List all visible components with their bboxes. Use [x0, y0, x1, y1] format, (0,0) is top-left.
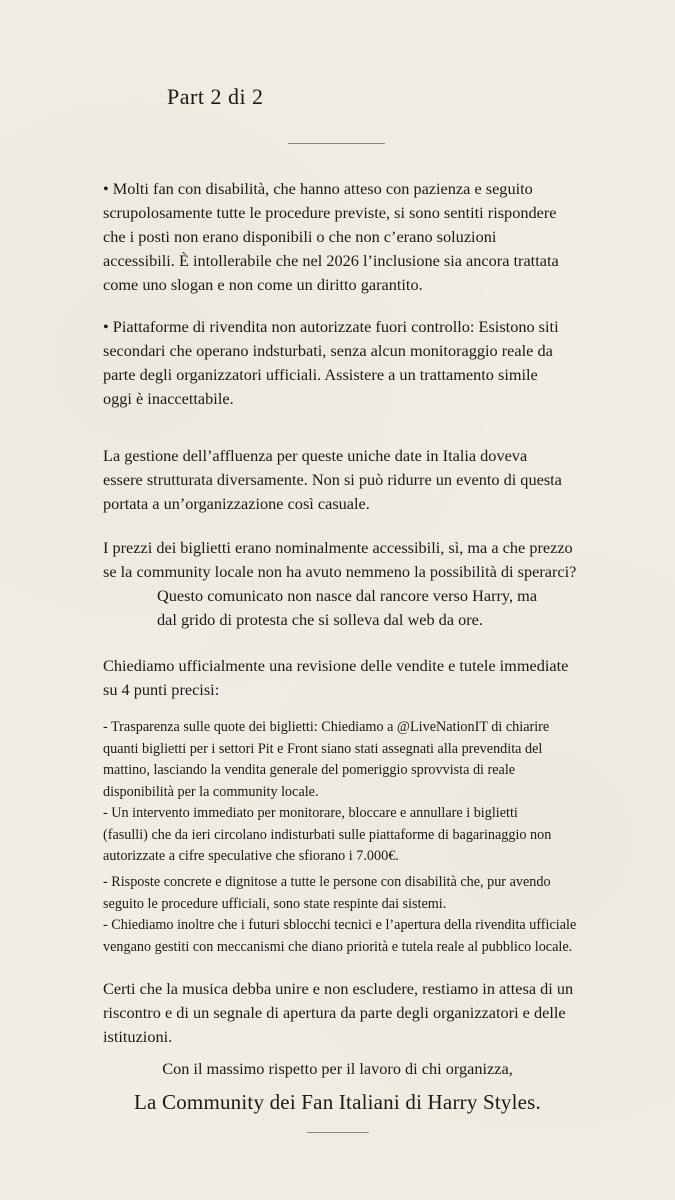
list-item: - Chiediamo inoltre che i futuri sblocchi tecnici e l’apertura della rivendita ufficiale — [103, 917, 577, 933]
text-line: Questo comunicato non nasce dal rancore verso Harry, ma — [157, 586, 538, 605]
bullet-disabilities — [103, 177, 573, 297]
paragraph-prices — [103, 536, 577, 632]
list-item: seguito le procedure ufficiali, sono state respinte dai sistemi. — [103, 895, 447, 912]
part-label: Part 2 di 2 — [167, 84, 264, 109]
top-divider — [288, 143, 385, 144]
text-line: Chiediamo ufficialmente una revisione delle vendite e tutele immediate — [103, 656, 569, 675]
paragraph-request — [103, 654, 573, 702]
text-line: dal grido di protesta che si solleva dal web da ore. — [157, 610, 483, 629]
text-line: accessibili. È intollerabile che nel 2026 l’inclusione sia ancora trattata — [103, 251, 559, 270]
bullet-resale — [103, 315, 573, 411]
text-line: • Molti fan con disabilità, che hanno atteso con pazienza e seguito — [103, 179, 533, 198]
text-line: parte degli organizzatori ufficiali. Assistere a un trattamento simile — [103, 365, 538, 384]
text-line: scrupolosamente tutte le procedure previste, si sono sentiti rispondere — [103, 203, 557, 222]
salutation: Con il massimo rispetto per il lavoro di chi organizza, — [162, 1059, 513, 1078]
text-line: • Piattaforme di rivendita non autorizzate fuori controllo: Esistono siti — [103, 317, 559, 336]
text-line: essere strutturata diversamente. Non si può ridurre un evento di questa — [103, 470, 562, 489]
list-item: autorizzate a cifre speculative che sfiorano i 7.000€. — [103, 848, 399, 864]
list-item: disponibilità per la community locale. — [103, 783, 319, 800]
text-line: riscontro e di un segnale di apertura da parte degli organizzatori e delle — [103, 1003, 566, 1022]
text-line: su 4 punti precisi: — [103, 680, 220, 699]
text-line: oggi è inaccettabile. — [103, 389, 234, 408]
text-line: che i posti non erano disponibili o che non c’erano soluzioni — [103, 227, 497, 246]
bottom-divider — [307, 1132, 369, 1133]
text-line: come uno slogan e non come un diritto garantito. — [103, 275, 423, 294]
list-item: mattino, lasciando la vendita generale del pomeriggio sprovvista di reale — [103, 762, 516, 778]
list-item: (fasulli) che da ieri circolano indisturbati sulle piattaforme di bagarinaggio non — [103, 826, 552, 843]
list-item: - Un intervento immediato per monitorare, bloccare e annullare i biglietti — [103, 805, 518, 821]
text-line: se la community locale non ha avuto nemmeno la possibilità di sperarci? — [103, 562, 577, 581]
points-group-2 — [103, 872, 577, 958]
signature: La Community dei Fan Italiani di Harry Styles. — [134, 1090, 541, 1114]
text-line: secondari che operano indsturbati, senza alcun monitoraggio reale da — [103, 341, 553, 360]
list-item: - Risposte concrete e dignitose a tutte le persone con disabilità che, pur avendo — [103, 874, 551, 890]
text-line: I prezzi dei biglietti erano nominalmente accessibili, sì, ma a che prezzo — [103, 538, 573, 557]
text-line: La gestione dell’affluenza per queste uniche date in Italia doveva — [103, 446, 528, 465]
text-line: portata a un’organizzazione così casuale. — [103, 494, 370, 513]
list-item: quanti biglietti per i settori Pit e Front siano stati assegnati alla prevendita del — [103, 740, 543, 757]
text-line: Certi che la musica debba unire e non escludere, restiamo in attesa di un — [103, 979, 574, 998]
points-group-1 — [103, 717, 573, 868]
paragraph-attendance — [103, 444, 573, 516]
list-item: vengano gestiti con meccanismi che diano priorità e tutela reale al pubblico locale. — [103, 938, 573, 955]
list-item: - Trasparenza sulle quote dei biglietti: Chiediamo a @LiveNationIT di chiarire — [103, 719, 550, 735]
text-line: istituzioni. — [103, 1027, 173, 1046]
paragraph-closing — [103, 977, 573, 1049]
